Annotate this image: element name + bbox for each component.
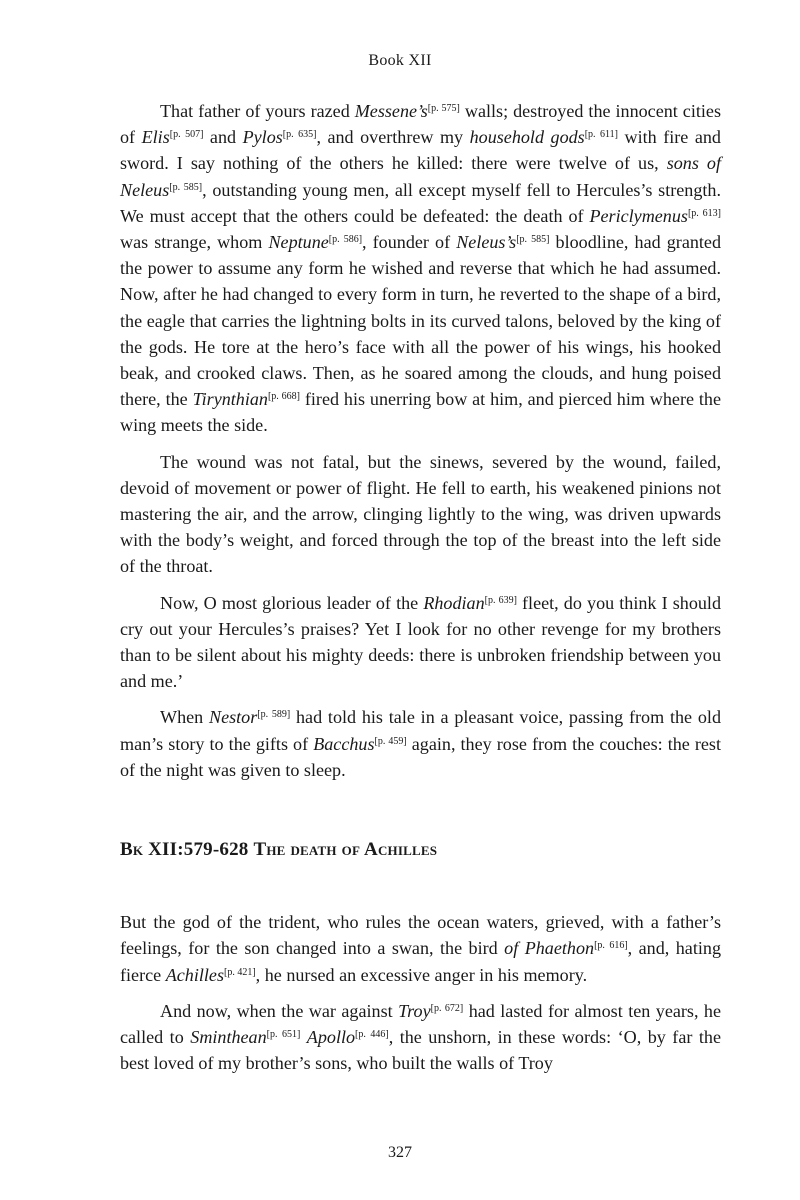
italic-name: Tirynthian [192, 389, 268, 410]
italic-name: Pylos [242, 127, 283, 148]
text-run: But the god of the trident, who rules the ocean waters, grieved, with a father’s feelings, for the son changed into a swan, the bird [120, 912, 721, 959]
page-reference: [p. 635] [282, 129, 317, 141]
page-reference: [p. 421] [224, 966, 256, 978]
text-run: The wound was not fatal, but the sinews, severed by the wound, failed, devoid of movement or power of flight. He fell to earth, his weakened pinions not mastering the air, and the arrow, clinging lightly to the wing, was driven upwards with the body’s weight, and forced through the top of the breast into the left side of the throat. [120, 451, 721, 577]
text-run: had lasted for almost ten years, he called to [120, 1000, 722, 1048]
page-reference: [p. 585] [169, 181, 203, 193]
italic-name: Periclymenus [589, 205, 688, 226]
page-reference: [p. 651] [266, 1029, 301, 1041]
page-number: 327 [388, 1144, 412, 1161]
text-run: , and overthrew my [316, 127, 470, 148]
italic-name: Messene’s [354, 101, 428, 121]
italic-name: sons of Neleus [120, 153, 721, 200]
text-run: When [160, 707, 209, 728]
italic-name: household gods [469, 127, 585, 148]
italic-name: Elis [141, 127, 170, 148]
paragraph-5 [120, 909, 721, 988]
italic-name: Troy [398, 1000, 431, 1021]
text-run: fired his unerring bow at him, and pierced him where the wing meets the side. [120, 389, 721, 436]
text-run: That father of yours razed [160, 101, 355, 121]
running-head: Book XII [368, 52, 432, 69]
italic-name: Apollo [306, 1027, 356, 1048]
page-reference: [p. 613] [687, 207, 721, 219]
paragraph-3 [120, 590, 721, 695]
page-reference: [p. 575] [427, 103, 460, 114]
text-run: again, they rose from the couches: the rest of the night was given to sleep. [120, 733, 721, 780]
italic-name: Achilles [165, 964, 224, 985]
text-run: fleet, do you think I should cry out your Hercules’s praises? Yet I look for no other revenge for my brothers than to be silent about his mighty deeds: there is unbroken friendship between you and me.’ [120, 592, 721, 692]
text-run: Now, O most glorious leader of the [160, 592, 424, 613]
paragraph-2 [120, 449, 721, 580]
italic-name: of Phaethon [504, 938, 595, 959]
page-reference: [p. 668] [267, 391, 300, 403]
text-run: , the unshorn, in these words: ‘O, by far the best loved of my brother’s sons, who built the walls of Troy [120, 1027, 721, 1074]
text-run: was strange, whom [120, 232, 269, 253]
page-reference: [p. 589] [257, 709, 291, 721]
page-reference: [p. 507] [169, 129, 204, 141]
page-reference: [p. 459] [374, 735, 407, 747]
section-heading-prefix: Bk XII:579-628 [120, 839, 249, 861]
page-body [120, 98, 721, 1087]
text-run: And now, when the war against [160, 1000, 399, 1021]
text-run: walls; destroyed the innocent cities of [120, 101, 721, 148]
text-run: , and, hating fierce [120, 938, 721, 985]
paragraph-1 [120, 98, 721, 439]
italic-name: Neleus’s [456, 232, 517, 253]
text-run: , he nursed an excessive anger in his memory. [255, 964, 588, 985]
page-reference: [p. 672] [430, 1002, 464, 1014]
page-reference: [p. 616] [594, 940, 628, 952]
page-reference: [p. 586] [328, 234, 363, 246]
text-run: , founder of [362, 232, 457, 253]
page-reference: [p. 585] [516, 234, 550, 246]
text-run: with fire and sword. I say nothing of the others he killed: there were twelve of us, [120, 127, 721, 174]
text-run: had told his tale in a pleasant voice, passing from the old man’s story to the gifts of [120, 707, 721, 754]
italic-name: Bacchus [313, 733, 375, 754]
italic-name: Nestor [209, 707, 258, 728]
paragraph-4 [120, 704, 721, 783]
italic-name: Sminthean [190, 1027, 267, 1048]
paragraph-6 [120, 998, 721, 1077]
section-heading-title: The death of Achilles [253, 839, 438, 861]
page-reference: [p. 446] [355, 1029, 389, 1041]
page-reference: [p. 639] [484, 594, 517, 606]
italic-name: Neptune [268, 232, 329, 253]
text-run: and [203, 127, 243, 148]
text-run: bloodline, had granted the power to assume any form he wished and reverse that which he had assumed. Now, after he had changed to every form in turn, he reverted to the shape of a bird, the eagle that carries the lightning bolts in its curved talons, beloved by the king of the gods. He tore at the hero’s face with all the power of his wings, his hooked beak, and crooked claws. Then, as he soared among the clouds, and hung poised there, the [120, 232, 722, 410]
italic-name: Rhodian [423, 592, 485, 613]
page-reference: [p. 611] [584, 129, 619, 141]
section-heading [120, 837, 721, 863]
text-run: , outstanding young men, all except myself fell to Hercules’s strength. We must accept that the others could be defeated: the death of [120, 179, 721, 226]
